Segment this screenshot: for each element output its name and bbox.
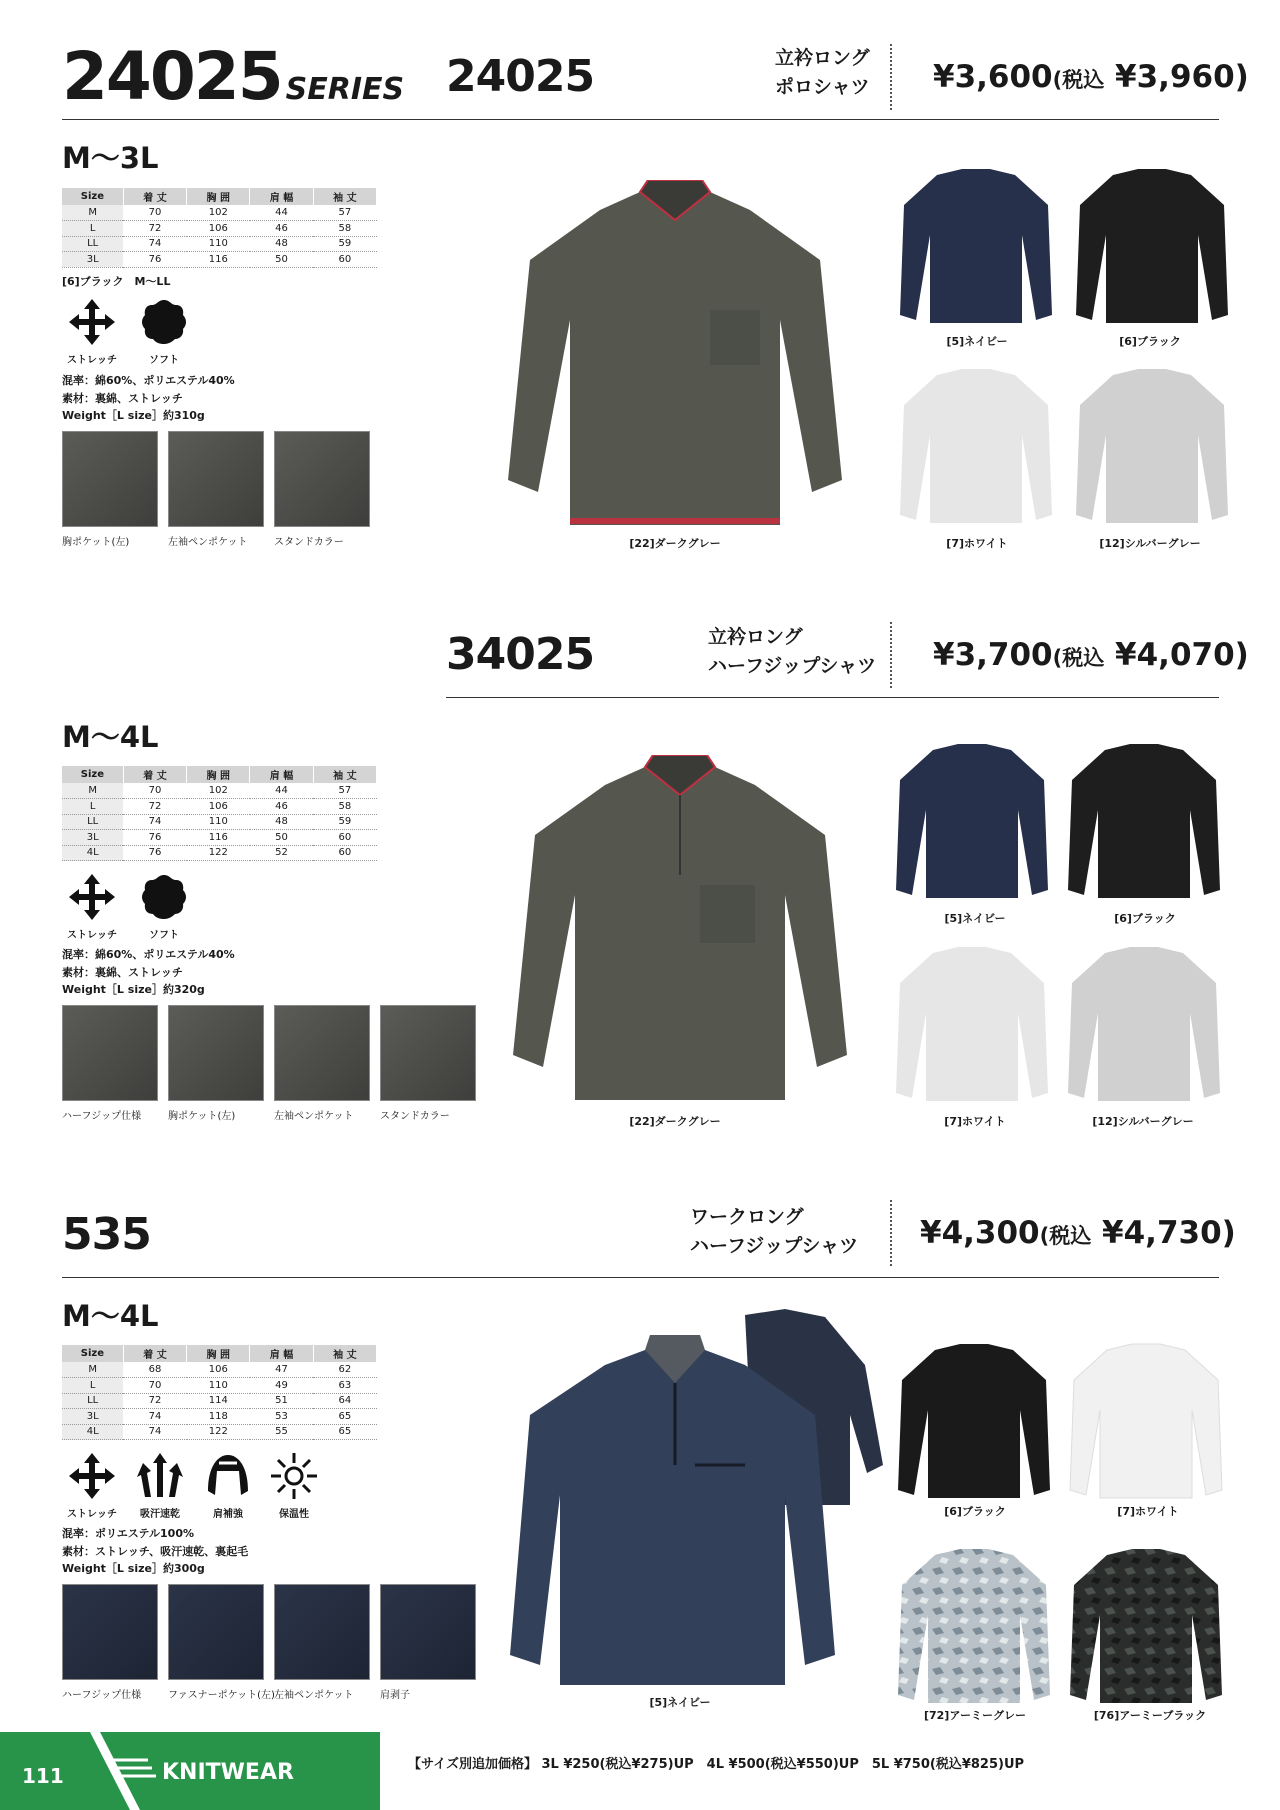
table-row: M 70 102 44 57: [62, 783, 377, 799]
detail-caption: 左袖ペンポケット: [168, 537, 248, 548]
table-row: 3L 76 116 50 60: [62, 252, 377, 268]
series-number: 24025: [62, 38, 282, 115]
product-name: ワークロング ハーフジップシャツ: [690, 1206, 859, 1257]
size-table: Size 着 丈 胸 囲 肩 幅 袖 丈 M 70 102 44 57 L 72 106 46 58 LL 74 110 48 59 3L 76 116 50 60: [62, 188, 377, 268]
divider: [890, 44, 892, 110]
table-row: M 70 102 44 57: [62, 205, 377, 221]
color-caption: [7]ホワイト: [944, 1115, 1006, 1128]
spec-block: 混率：綿60%、ポリエステル40% 素材：裏綿、ストレッチ Weight［L size］約320g: [62, 948, 235, 996]
garment-photo: [1060, 740, 1228, 905]
divider: [890, 1200, 892, 1266]
detail-photo: [62, 1005, 158, 1101]
color-caption: [6]ブラック: [944, 1505, 1006, 1518]
spec-block: 混率：綿60%、ポリエステル40% 素材：裏綿、ストレッチ Weight［L size］約310g: [62, 374, 235, 422]
color-caption: [6]ブラック: [1119, 335, 1181, 348]
feature-stretch: ストレッチ: [57, 297, 127, 366]
color-caption: [7]ホワイト: [946, 537, 1008, 550]
heat-retention-icon: [259, 1451, 329, 1501]
detail-photo: [168, 1584, 264, 1680]
detail-photo: [380, 1005, 476, 1101]
detail-caption: 左袖ペンポケット: [274, 1690, 354, 1701]
garment-photo: [1062, 1340, 1230, 1505]
table-row: L 70 110 49 63: [62, 1378, 377, 1394]
section-rule: [446, 697, 1219, 698]
color-caption: [12]シルバーグレー: [1092, 1115, 1194, 1128]
color-caption: [6]ブラック: [1114, 912, 1176, 925]
garment-photo: [1068, 365, 1236, 530]
price: ¥3,700(税込 ¥4,070): [933, 637, 1249, 673]
soft-icon: [129, 872, 199, 922]
soft-icon: [129, 297, 199, 347]
size-table: Size 着 丈 胸 囲 肩 幅 袖 丈 M 68 106 47 62 L 70 110 49 63 LL 72 114 51 64 3L 74 118 53 65 4L 74 122 55 65: [62, 1345, 377, 1440]
detail-caption: 胸ポケット(左): [168, 1111, 236, 1122]
detail-photo: [62, 1584, 158, 1680]
garment-photo-main: [505, 1305, 885, 1695]
size-note: [6]ブラック M〜LL: [62, 275, 171, 288]
garment-photo: [1062, 1545, 1230, 1710]
series-word: SERIES: [285, 72, 405, 107]
color-caption: [12]シルバーグレー: [1099, 537, 1201, 550]
garment-photo-main: [495, 755, 865, 1105]
color-caption: [5]ネイビー: [944, 912, 1006, 925]
detail-photo: [168, 431, 264, 527]
detail-caption: 胸ポケット(左): [62, 537, 130, 548]
detail-photo: [62, 431, 158, 527]
feature-heat-retention: 保温性: [259, 1451, 329, 1520]
feature-stretch: ストレッチ: [57, 872, 127, 941]
garment-photo: [888, 740, 1056, 905]
spec-block: 混率：ポリエステル100% 素材：ストレッチ、吸汗速乾、裏起毛 Weight［L size］約300g: [62, 1527, 249, 1575]
product-name: 立衿ロング ポロシャツ: [775, 47, 870, 98]
detail-caption: 左袖ペンポケット: [274, 1111, 354, 1122]
table-row: 4L 76 122 52 60: [62, 845, 377, 861]
color-caption: [5]ネイビー: [946, 335, 1008, 348]
table-row: 4L 74 122 55 65: [62, 1424, 377, 1440]
table-row: 3L 76 116 50 60: [62, 830, 377, 846]
color-caption: [76]アーミーブラック: [1093, 1709, 1207, 1722]
detail-caption: ハーフジップ仕様: [62, 1111, 142, 1122]
detail-caption: スタンドカラー: [274, 537, 344, 548]
stretch-icon: [57, 297, 127, 347]
feature-soft: ソフト: [129, 297, 199, 366]
table-row: L 72 106 46 58: [62, 221, 377, 237]
detail-photo: [274, 431, 370, 527]
feature-quick-dry: 吸汗速乾: [125, 1451, 195, 1520]
garment-photo: [1060, 943, 1228, 1108]
size-table: Size 着 丈 胸 囲 肩 幅 袖 丈 M 70 102 44 57 L 72 106 46 58 LL 74 110 48 59 3L 76 116 50 60 4L 76 122 52 60: [62, 766, 377, 861]
color-caption: [22]ダークグレー: [629, 537, 721, 550]
color-caption: [7]ホワイト: [1117, 1505, 1179, 1518]
detail-photo: [274, 1005, 370, 1101]
detail-caption: ハーフジップ仕様: [62, 1690, 142, 1701]
color-caption: [72]アーミーグレー: [923, 1709, 1027, 1722]
feature-soft: ソフト: [129, 872, 199, 941]
garment-photo: [892, 165, 1060, 330]
stretch-icon: [57, 1451, 127, 1501]
feature-stretch: ストレッチ: [57, 1451, 127, 1520]
detail-photo: [274, 1584, 370, 1680]
detail-caption: スタンドカラー: [380, 1111, 450, 1122]
product-name: 立衿ロング ハーフジップシャツ: [708, 626, 877, 677]
garment-photo: [890, 1545, 1058, 1710]
size-upcharge-note: 【サイズ別追加価格】 3L ¥250(税込¥275)UP 4L ¥500(税込¥550)UP 5L ¥750(税込¥825)UP: [408, 1757, 1025, 1772]
quick-dry-icon: [125, 1451, 195, 1501]
detail-caption: 肩剥子: [380, 1690, 410, 1701]
divider: [890, 622, 892, 688]
page-number: 111: [22, 1764, 64, 1788]
detail-photo: [380, 1584, 476, 1680]
garment-photo: [888, 943, 1056, 1108]
table-row: L 72 106 46 58: [62, 799, 377, 815]
price: ¥4,300(税込 ¥4,730): [920, 1215, 1236, 1251]
price: ¥3,600(税込 ¥3,960): [933, 59, 1249, 95]
stretch-icon: [57, 872, 127, 922]
color-caption: [5]ネイビー: [649, 1696, 711, 1709]
garment-photo: [890, 1340, 1058, 1505]
size-range: M〜4L: [62, 720, 159, 754]
product-code: 24025: [446, 51, 595, 102]
table-row: LL 72 114 51 64: [62, 1393, 377, 1409]
feature-shoulder-reinforce: 肩補強: [193, 1451, 263, 1520]
garment-photo: [1068, 165, 1236, 330]
shoulder-reinforce-icon: [193, 1451, 263, 1501]
category-label: KNITWEAR: [162, 1760, 294, 1785]
product-code: 34025: [446, 629, 595, 680]
series-title: [62, 38, 405, 115]
product-code: 535: [62, 1209, 151, 1260]
detail-photo: [168, 1005, 264, 1101]
table-row: LL 74 110 48 59: [62, 236, 377, 252]
section-rule: [62, 119, 1219, 120]
table-row: 3L 74 118 53 65: [62, 1409, 377, 1425]
garment-photo: [892, 365, 1060, 530]
detail-caption: ファスナーポケット(左): [168, 1690, 275, 1701]
size-range: M〜4L: [62, 1299, 159, 1333]
table-row: M 68 106 47 62: [62, 1362, 377, 1378]
color-caption: [22]ダークグレー: [629, 1115, 721, 1128]
table-row: LL 74 110 48 59: [62, 814, 377, 830]
section-rule: [62, 1277, 1219, 1278]
garment-photo-main: [490, 180, 860, 530]
size-range: M〜3L: [62, 141, 159, 175]
